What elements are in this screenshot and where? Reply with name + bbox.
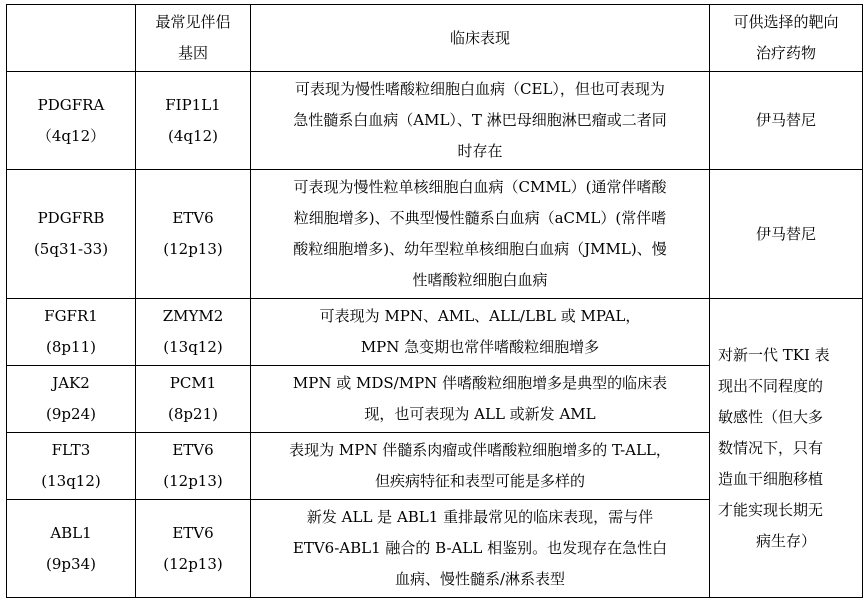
clinical-cell: 新发 ALL 是 ABL1 重排最常见的临床表现，需与伴 ETV6-ABL1 融合的 B-ALL 相鉴别。也发现存在急性白 血病、慢性髓系/淋系表型 [251,500,710,598]
header-drug: 可供选择的靶向 治疗药物 [710,5,863,72]
partner-cell: ETV6 (12p13) [136,170,251,299]
header-clinical: 临床表现 [251,5,710,72]
gene-cell: PDGFRA （4q12） [7,72,136,170]
drug-cell: 伊马替尼 [710,170,863,299]
clinical-cell: 可表现为慢性嗜酸粒细胞白血病（CEL），但也可表现为 急性髓系白血病（AML）、T 淋巴母细胞淋巴瘤或二者同 时存在 [251,72,710,170]
partner-cell: ETV6 (12p13) [136,433,251,500]
clinical-cell: 表现为 MPN 伴髓系肉瘤或伴嗜酸粒细胞增多的 T-ALL， 但疾病特征和表型可能是多样的 [251,433,710,500]
gene-fusion-table [6,4,863,598]
table-header-row [7,5,863,72]
gene-cell: PDGFRB (5q31-33) [7,170,136,299]
header-partner-gene: 最常见伴侣 基因 [136,5,251,72]
shared-drug-cell: 对新一代 TKI 表 现出不同程度的 敏感性（但大多 数情况下，只有 造血干细胞移植 才能实现长期无 病生存） [710,299,863,598]
header-gene [7,5,136,72]
table-row [7,299,863,366]
clinical-cell: MPN 或 MDS/MPN 伴嗜酸粒细胞增多是典型的临床表 现，也可表现为 ALL 或新发 AML [251,366,710,433]
gene-cell: ABL1 (9p34) [7,500,136,598]
clinical-cell: 可表现为 MPN、AML、ALL/LBL 或 MPAL， MPN 急变期也常伴嗜酸粒细胞增多 [251,299,710,366]
table-row [7,72,863,170]
partner-cell: PCM1 (8p21) [136,366,251,433]
gene-cell: FGFR1 (8p11) [7,299,136,366]
partner-cell: ZMYM2 (13q12) [136,299,251,366]
gene-cell: FLT3 (13q12) [7,433,136,500]
gene-cell: JAK2 (9p24) [7,366,136,433]
table-row [7,170,863,299]
partner-cell: ETV6 (12p13) [136,500,251,598]
drug-cell: 伊马替尼 [710,72,863,170]
clinical-cell: 可表现为慢性粒单核细胞白血病（CMML）(通常伴嗜酸 粒细胞增多)、不典型慢性髓系白血病（aCML）(常伴嗜 酸粒细胞增多)、幼年型粒单核细胞白血病（JMML)、慢 性嗜酸粒细胞白血病 [251,170,710,299]
partner-cell: FIP1L1 (4q12) [136,72,251,170]
